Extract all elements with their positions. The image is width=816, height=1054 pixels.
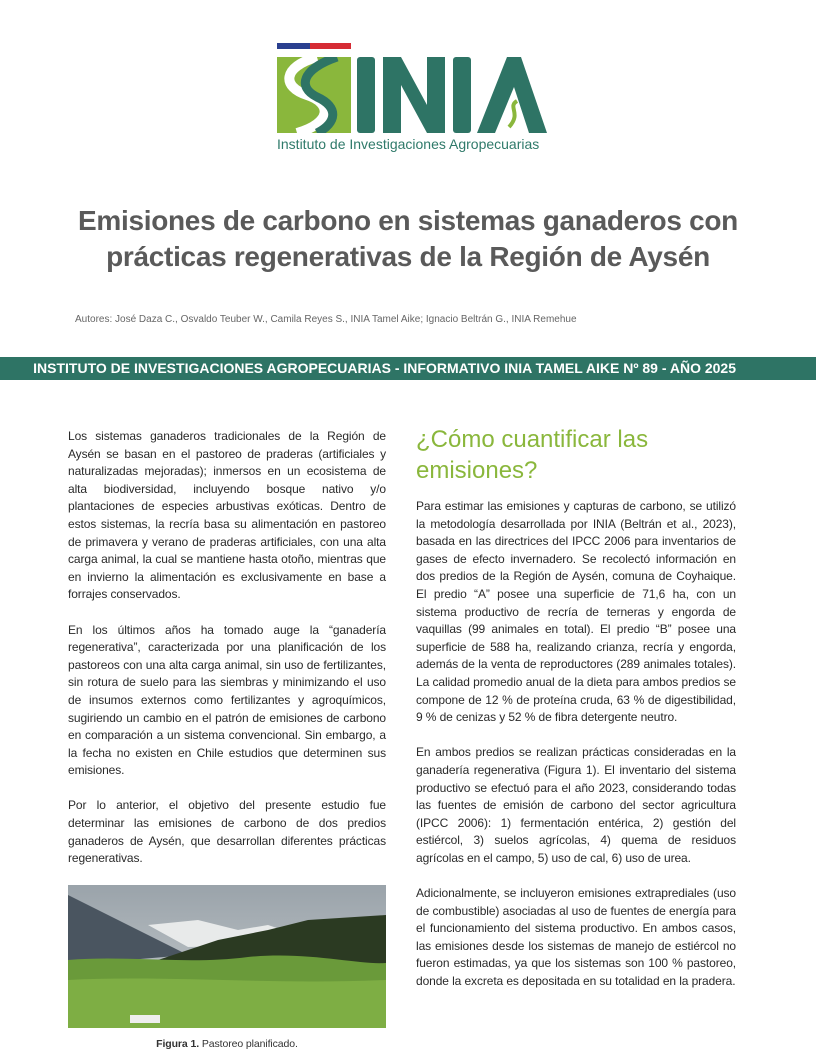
figure-1-photo <box>68 885 386 1028</box>
section-heading: ¿Cómo cuantificar las emisiones? <box>416 426 649 484</box>
logo-subtitle: Instituto de Investigaciones Agropecuarias <box>277 136 540 152</box>
right-column <box>416 498 736 1008</box>
paragraph: En ambos predios se realizan prácticas consideradas en la ganadería regenerativa (Figura 1). El inventario del sistema productivo se efectuó para el año 2023, considerando todas las fuentes de emisión de carbono del sector agricultura (IPCC 2006): 1) fermentación entérica, 2) gestión del estiércol, 3) suelos agrícolas, 4) quema de residuos agrícolas en el campo, 5) uso de cal, 6) uso de urea. <box>416 745 736 865</box>
publication-band: INSTITUTO DE INVESTIGACIONES AGROPECUARIAS - INFORMATIVO INIA TAMEL AIKE Nº 89 - AÑO 2025 <box>0 357 816 380</box>
chile-flag-stripe <box>277 43 351 49</box>
figure-caption <box>68 1036 386 1054</box>
paragraph: Adicionalmente, se incluyeron emisiones extraprediales (uso de combustible) asociadas al uso de fuentes de energía para el funcionamiento del sistema productivo. En ambos casos, las emisiones desde los sistemas de manejo de estiércol no fueron estimadas, ya que los sistemas son 100 % pastoreo, donde la excreta es depositada en su totalidad en la pradera. <box>416 886 736 989</box>
title-line: Emisiones de carbono en sistemas ganaderos con <box>78 205 738 236</box>
paragraph: En los últimos años ha tomado auge la “ganadería regenerativa”, caracterizada por una planificación de los pastoreos con una alta carga animal, sin uso de fertilizantes, sin rotura de suelo para las siembras y minimizando el uso de insumos externos como fertilizantes y agroquímicos, sugiriendo un cambio en el patrón de emisiones de carbono en comparación a un sistema convencional. Sin embargo, a la fecha no existen en Chile estudios que determinen sus emisiones. <box>68 622 386 778</box>
paragraph: Los sistemas ganaderos tradicionales de la Región de Aysén se basan en el pastoreo de praderas (artificiales y naturalizadas mejoradas); inmersos en un ecosistema de alta biodiversidad, incluyendo bosque nativo y/o plantaciones de especies arbustivas exóticas. Dentro de estos sistemas, la recría basa su alimentación en pastoreo de primavera y verano de praderas artificiales, con una alta carga animal, la cual se mantiene hasta otoño, mientras que en invierno la alimentación es exclusivamente en base a forrajes conservados. <box>68 429 386 602</box>
figure-caption-text: Pastoreo planificado. <box>199 1038 298 1051</box>
page-title <box>40 203 776 275</box>
authors: Autores: José Daza C., Osvaldo Teuber W., Camila Reyes S., INIA Tamel Aike; Ignacio Beltrán G., INIA Remehue <box>75 314 577 325</box>
figure-label: Figura 1. <box>156 1038 200 1051</box>
inia-logo <box>277 57 547 133</box>
paragraph: Por lo anterior, el objetivo del presente estudio fue determinar las emisiones de carbono de dos predios ganaderos de Aysén, que desarrollan diferentes prácticas regenerativas. <box>68 798 386 866</box>
left-column <box>68 428 386 1054</box>
title-line: prácticas regenerativas de la Región de Aysén <box>106 241 710 272</box>
paragraph: Para estimar las emisiones y capturas de carbono, se utilizó la metodología desarrollada por INIA (Beltrán et al., 2023), basada en las directrices del IPCC 2006 para inventarios de gases de efecto invernadero. Se recolectó información en dos predios de la Región de Aysén, comuna de Coyhaique. El predio “A” posee una superficie de 71,6 ha, con un sistema productivo de recría de terneras y engorda de vaquillas (99 animales en total). El predio “B” posee una superficie de 588 ha, realizando crianza, recría y engorda, además de la venta de reproductores (289 animales totales). La calidad promedio anual de la dieta para ambos predios se compone de 12 % de proteína cruda, 63 % de digestibilidad, 9 % de cenizas y 52 % de fibra detergente neutro. <box>416 499 736 725</box>
